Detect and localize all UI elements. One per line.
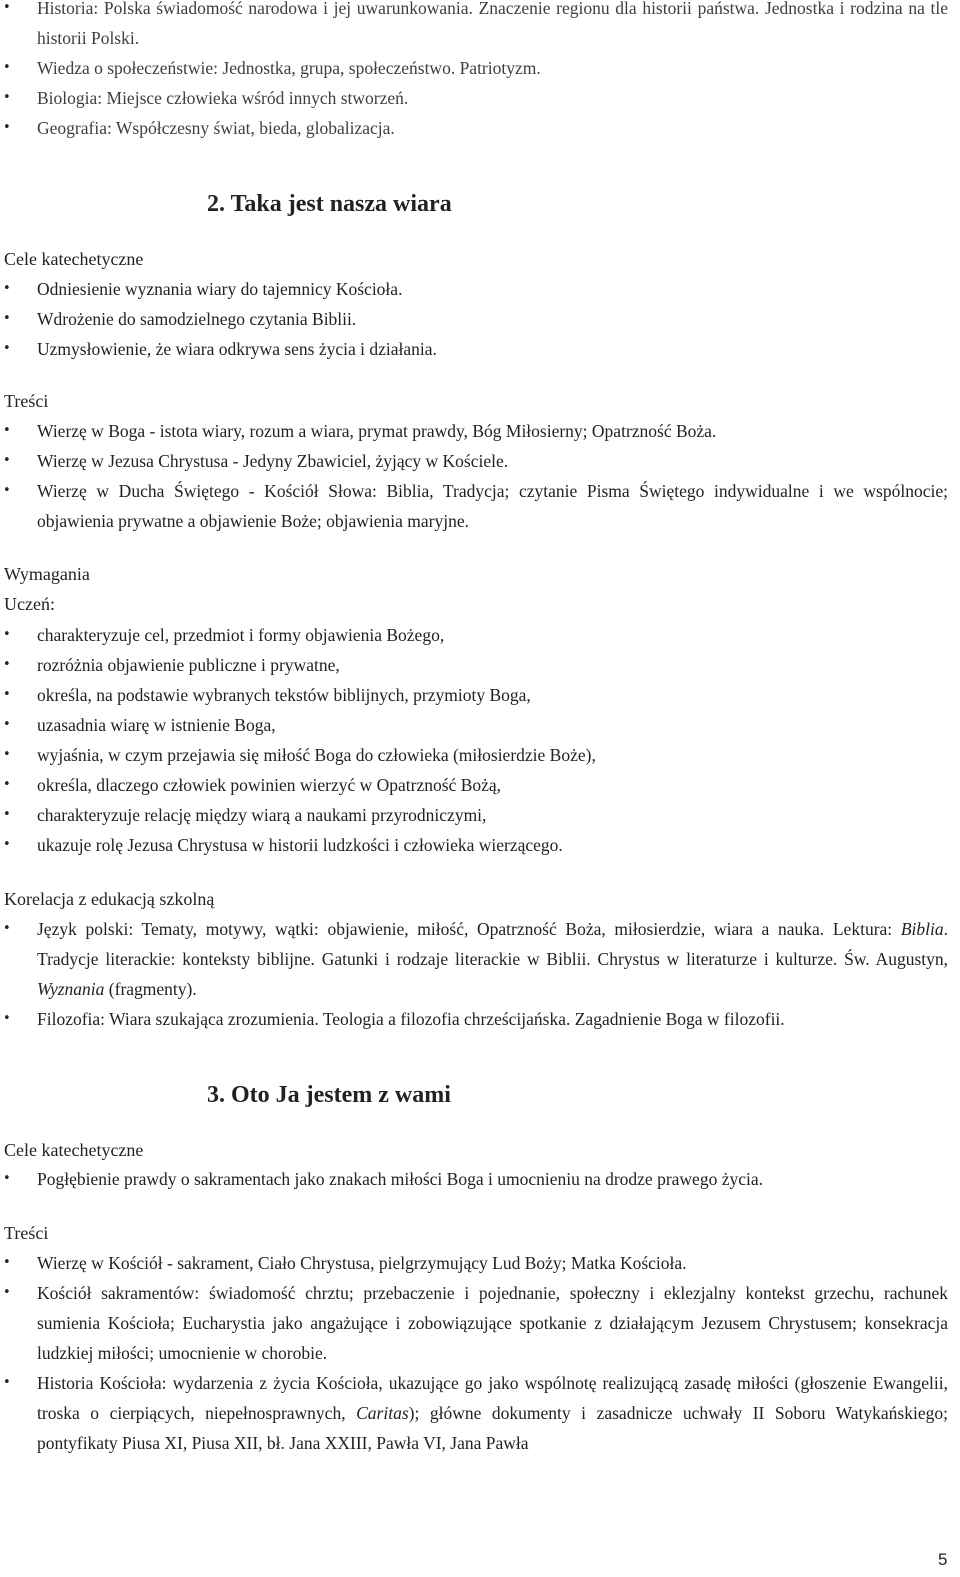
- list-item: • Wierzę w Jezusa Chrystusa - Jedyny Zbawiciel, żyjący w Kościele.: [0, 446, 948, 476]
- section-2-requirements-label: Wymagania: [4, 564, 90, 584]
- correlation-title-biblia: Biblia: [900, 919, 944, 939]
- content-text: Historia Kościoła: wydarzenia z życia Kościoła, ukazujące go jako wspólnotę realizującą zasadę miłości (głoszenie Ewangelii, troska o cierpiących, niepełnosprawnych,: [37, 1373, 948, 1423]
- list-item: • Wdrożenie do samodzielnego czytania Biblii.: [0, 304, 948, 334]
- section-3-goals-label: Cele katechetyczne: [4, 1140, 144, 1160]
- correlation-text: . Tradycje literackie: konteksty biblijne. Gatunki i rodzaje literackie w Biblii. Chrystus w literaturze i kulturze. Św. Augustyn,: [37, 919, 948, 969]
- correlation-text: (fragmenty).: [104, 979, 197, 999]
- section-3-content-label: Treści: [4, 1223, 49, 1243]
- list-item: • określa, dlaczego człowiek powinien wierzyć w Opatrzność Bożą,: [0, 770, 948, 800]
- list-item: • Geografia: Współczesny świat, bieda, globalizacja.: [0, 113, 948, 143]
- page-number: 5: [938, 1550, 948, 1569]
- section-2-title: 2. Taka jest nasza wiara: [207, 191, 452, 217]
- top-correlation-list: [0, 0, 948, 143]
- list-item: • Wierzę w Boga - istota wiary, rozum a wiara, prymat prawdy, Bóg Miłosierny; Opatrzność Boża.: [0, 416, 948, 446]
- list-item: • Kościół sakramentów: świadomość chrztu; przebaczenie i pojednanie, społeczny i eklezjalny kontekst grzechu, rachunek sumienia Kościoła; Eucharystia jako angażujące i zobowiązujące spotkanie z działającym Jezusem Chrystusem; konsekracja ludzkiej miłości; umocnienie w chorobie.: [0, 1278, 948, 1368]
- list-item: • Filozofia: Wiara szukająca zrozumienia. Teologia a filozofia chrześcijańska. Zagadnienie Boga w filozofii.: [0, 1004, 948, 1034]
- section-2-goals-label: Cele katechetyczne: [4, 249, 144, 269]
- list-item: • charakteryzuje relację między wiarą a naukami przyrodniczymi,: [0, 800, 948, 830]
- section-2-content-list: [0, 416, 948, 536]
- section-3-content-list: [0, 1248, 948, 1458]
- correlation-text: Język polski: Tematy, motywy, wątki: objawienie, miłość, Opatrzność Boża, miłosierdzie, wiara a nauka. Lektura:: [37, 919, 901, 939]
- section-3-goals-list: [0, 1164, 948, 1194]
- section-2-correlation-list: [0, 914, 948, 1034]
- list-item: [0, 1368, 948, 1458]
- section-2-content-label: Treści: [4, 391, 49, 411]
- list-item: • Odniesienie wyznania wiary do tajemnicy Kościoła.: [0, 274, 948, 304]
- list-item: • uzasadnia wiarę w istnienie Boga,: [0, 710, 948, 740]
- list-item: • Uzmysłowienie, że wiara odkrywa sens życia i działania.: [0, 334, 948, 364]
- section-2-requirements-list: [0, 620, 948, 860]
- list-item: • Biologia: Miejsce człowieka wśród innych stworzeń.: [0, 83, 948, 113]
- list-item: • Wierzę w Kościół - sakrament, Ciało Chrystusa, pielgrzymujący Lud Boży; Matka Kościoła.: [0, 1248, 948, 1278]
- section-3-title: 3. Oto Ja jestem z wami: [207, 1082, 451, 1108]
- section-2-student-label: Uczeń:: [4, 594, 55, 614]
- list-item: • Wiedza o społeczeństwie: Jednostka, grupa, społeczeństwo. Patriotyzm.: [0, 53, 948, 83]
- section-2-goals-list: [0, 274, 948, 364]
- list-item: • określa, na podstawie wybranych tekstów biblijnych, przymioty Boga,: [0, 680, 948, 710]
- content-title-caritas: Caritas: [356, 1403, 409, 1423]
- list-item: • wyjaśnia, w czym przejawia się miłość Boga do człowieka (miłosierdzie Boże),: [0, 740, 948, 770]
- list-item: • Historia: Polska świadomość narodowa i jej uwarunkowania. Znaczenie regionu dla historii państwa. Jednostka i rodzina na tle historii Polski.: [0, 0, 948, 53]
- correlation-title-wyznania: Wyznania: [37, 979, 105, 999]
- list-item: • ukazuje rolę Jezusa Chrystusa w historii ludzkości i człowieka wierzącego.: [0, 830, 948, 860]
- list-item: • Wierzę w Ducha Świętego - Kościół Słowa: Biblia, Tradycja; czytanie Pisma Świętego indywidualne i we wspólnocie; objawienia prywatne a objawienie Boże; objawienia maryjne.: [0, 476, 948, 536]
- content-text: ); główne dokumenty i zasadnicze uchwały II Soboru Watykańskiego; pontyfikaty Piusa XI, Piusa XII, bł. Jana XXIII, Pawła VI, Jana Pawła: [37, 1403, 948, 1453]
- section-2-correlation-label: Korelacja z edukacją szkolną: [4, 889, 215, 909]
- list-item: • rozróżnia objawienie publiczne i prywatne,: [0, 650, 948, 680]
- list-item: • Pogłębienie prawdy o sakramentach jako znakach miłości Boga i umocnieniu na drodze prawego życia.: [0, 1164, 948, 1194]
- list-item: [0, 914, 948, 1004]
- list-item: • charakteryzuje cel, przedmiot i formy objawienia Bożego,: [0, 620, 948, 650]
